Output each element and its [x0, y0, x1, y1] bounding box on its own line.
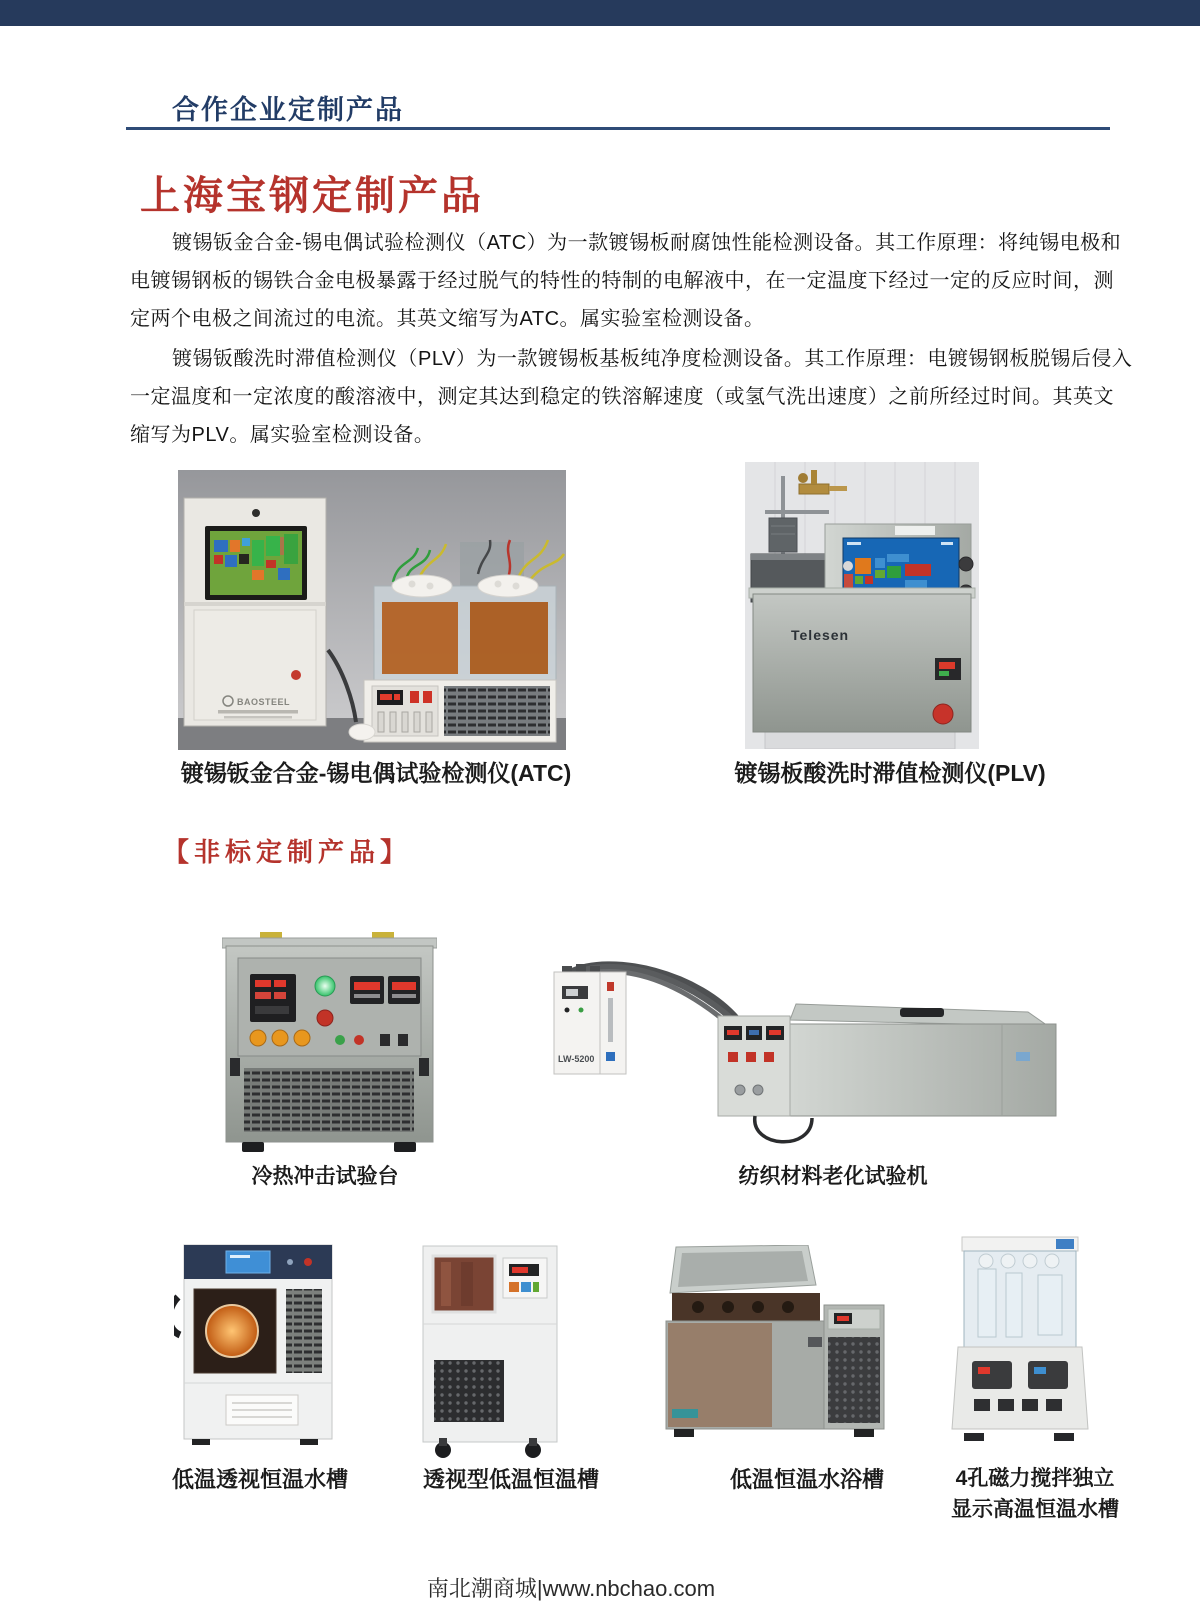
- aging-machine-body: [718, 1004, 1056, 1116]
- seethrough-bath-illustration: [415, 1240, 565, 1460]
- paragraph-line: 缩写为PLV。属实验室检测设备。: [130, 424, 435, 446]
- telesen-logo-text: Telesen: [791, 627, 850, 643]
- plv-product-photo: [745, 462, 979, 749]
- chiller-model-text: LW-5200: [558, 1054, 595, 1064]
- magstir-bath-caption: [925, 1463, 1145, 1525]
- plv-caption: 镀锡板酸洗时滞值检测仪(PLV): [734, 760, 1046, 786]
- plv-red-button: [933, 704, 953, 724]
- waterbath-caption: 低温恒温水浴槽: [729, 1467, 884, 1492]
- custom-products-heading: 【非标定制产品】: [163, 837, 412, 867]
- waterbath-photo: [658, 1245, 890, 1445]
- chiller-unit: [554, 972, 626, 1074]
- thermal-shock-caption: 冷热冲击试验台: [251, 1165, 399, 1188]
- atc-product-photo: [178, 470, 566, 750]
- textile-aging-illustration: [550, 960, 1060, 1160]
- section-heading: 合作企业定制产品: [172, 95, 404, 125]
- magstir-bath-illustration: [950, 1233, 1090, 1451]
- atc-caption: 镀锡钣金合金-锡电偶试验检测仪(ATC): [180, 760, 572, 786]
- caption-line: 显示高温恒温水槽: [951, 1498, 1119, 1521]
- baosteel-logo-text: BAOSTEEL: [237, 697, 291, 707]
- paragraph-line: 镀锡钣酸洗时滞值检测仪（PLV）为一款镀锡板基板纯净度检测设备。其工作原理：电镀锡钢板脱锡后侵入: [172, 348, 1133, 370]
- paragraph-line: 定两个电极之间流过的电流。其英文缩写为ATC。属实验室检测设备。: [130, 308, 765, 330]
- waterbath-illustration: [658, 1245, 890, 1445]
- thermal-shock-illustration: [222, 930, 437, 1156]
- paragraph-line: 一定温度和一定浓度的酸溶液中，测定其达到稳定的铁溶解速度（或氢气洗出速度）之前所经过时间。其英文: [130, 386, 1114, 408]
- paragraph-line: 电镀锡钢板的锡铁合金电极暴露于经过脱气的特性的特制的电解液中，在一定温度下经过一定的反应时间，测: [130, 270, 1114, 292]
- lowtemp-viewbath-caption: 低温透视恒温水槽: [171, 1467, 348, 1492]
- intro-paragraph-atc: [130, 224, 1122, 338]
- heading-rule: [126, 127, 1110, 130]
- lowtemp-viewbath-illustration: [174, 1237, 339, 1447]
- textile-aging-caption: 纺织材料老化试验机: [738, 1165, 928, 1188]
- lowtemp-viewbath-photo: [174, 1237, 339, 1447]
- top-accent-bar: [0, 0, 1200, 26]
- paragraph-line: 镀锡钣金合金-锡电偶试验检测仪（ATC）为一款镀锡板耐腐蚀性能检测设备。其工作原理：将纯锡电极和: [172, 232, 1122, 254]
- red-stop-button: [317, 1010, 333, 1026]
- page-title: 上海宝钢定制产品: [140, 174, 484, 218]
- textile-aging-photo: [550, 960, 1060, 1160]
- footer-site-text: 南北潮商城|www.nbchao.com: [426, 1576, 716, 1601]
- thermal-shock-photo: [222, 930, 437, 1156]
- atc-cabinet: [184, 498, 326, 726]
- caption-line: 4孔磁力搅拌独立: [955, 1467, 1115, 1490]
- atc-photo-illustration: [178, 470, 566, 750]
- plv-photo-illustration: [745, 462, 979, 749]
- seethrough-bath-photo: [415, 1240, 565, 1460]
- green-power-button: [315, 976, 335, 996]
- seethrough-bath-caption: 透视型低温恒温槽: [422, 1467, 599, 1492]
- intro-paragraph-plv: [130, 340, 1133, 454]
- magstir-bath-photo: [950, 1233, 1090, 1451]
